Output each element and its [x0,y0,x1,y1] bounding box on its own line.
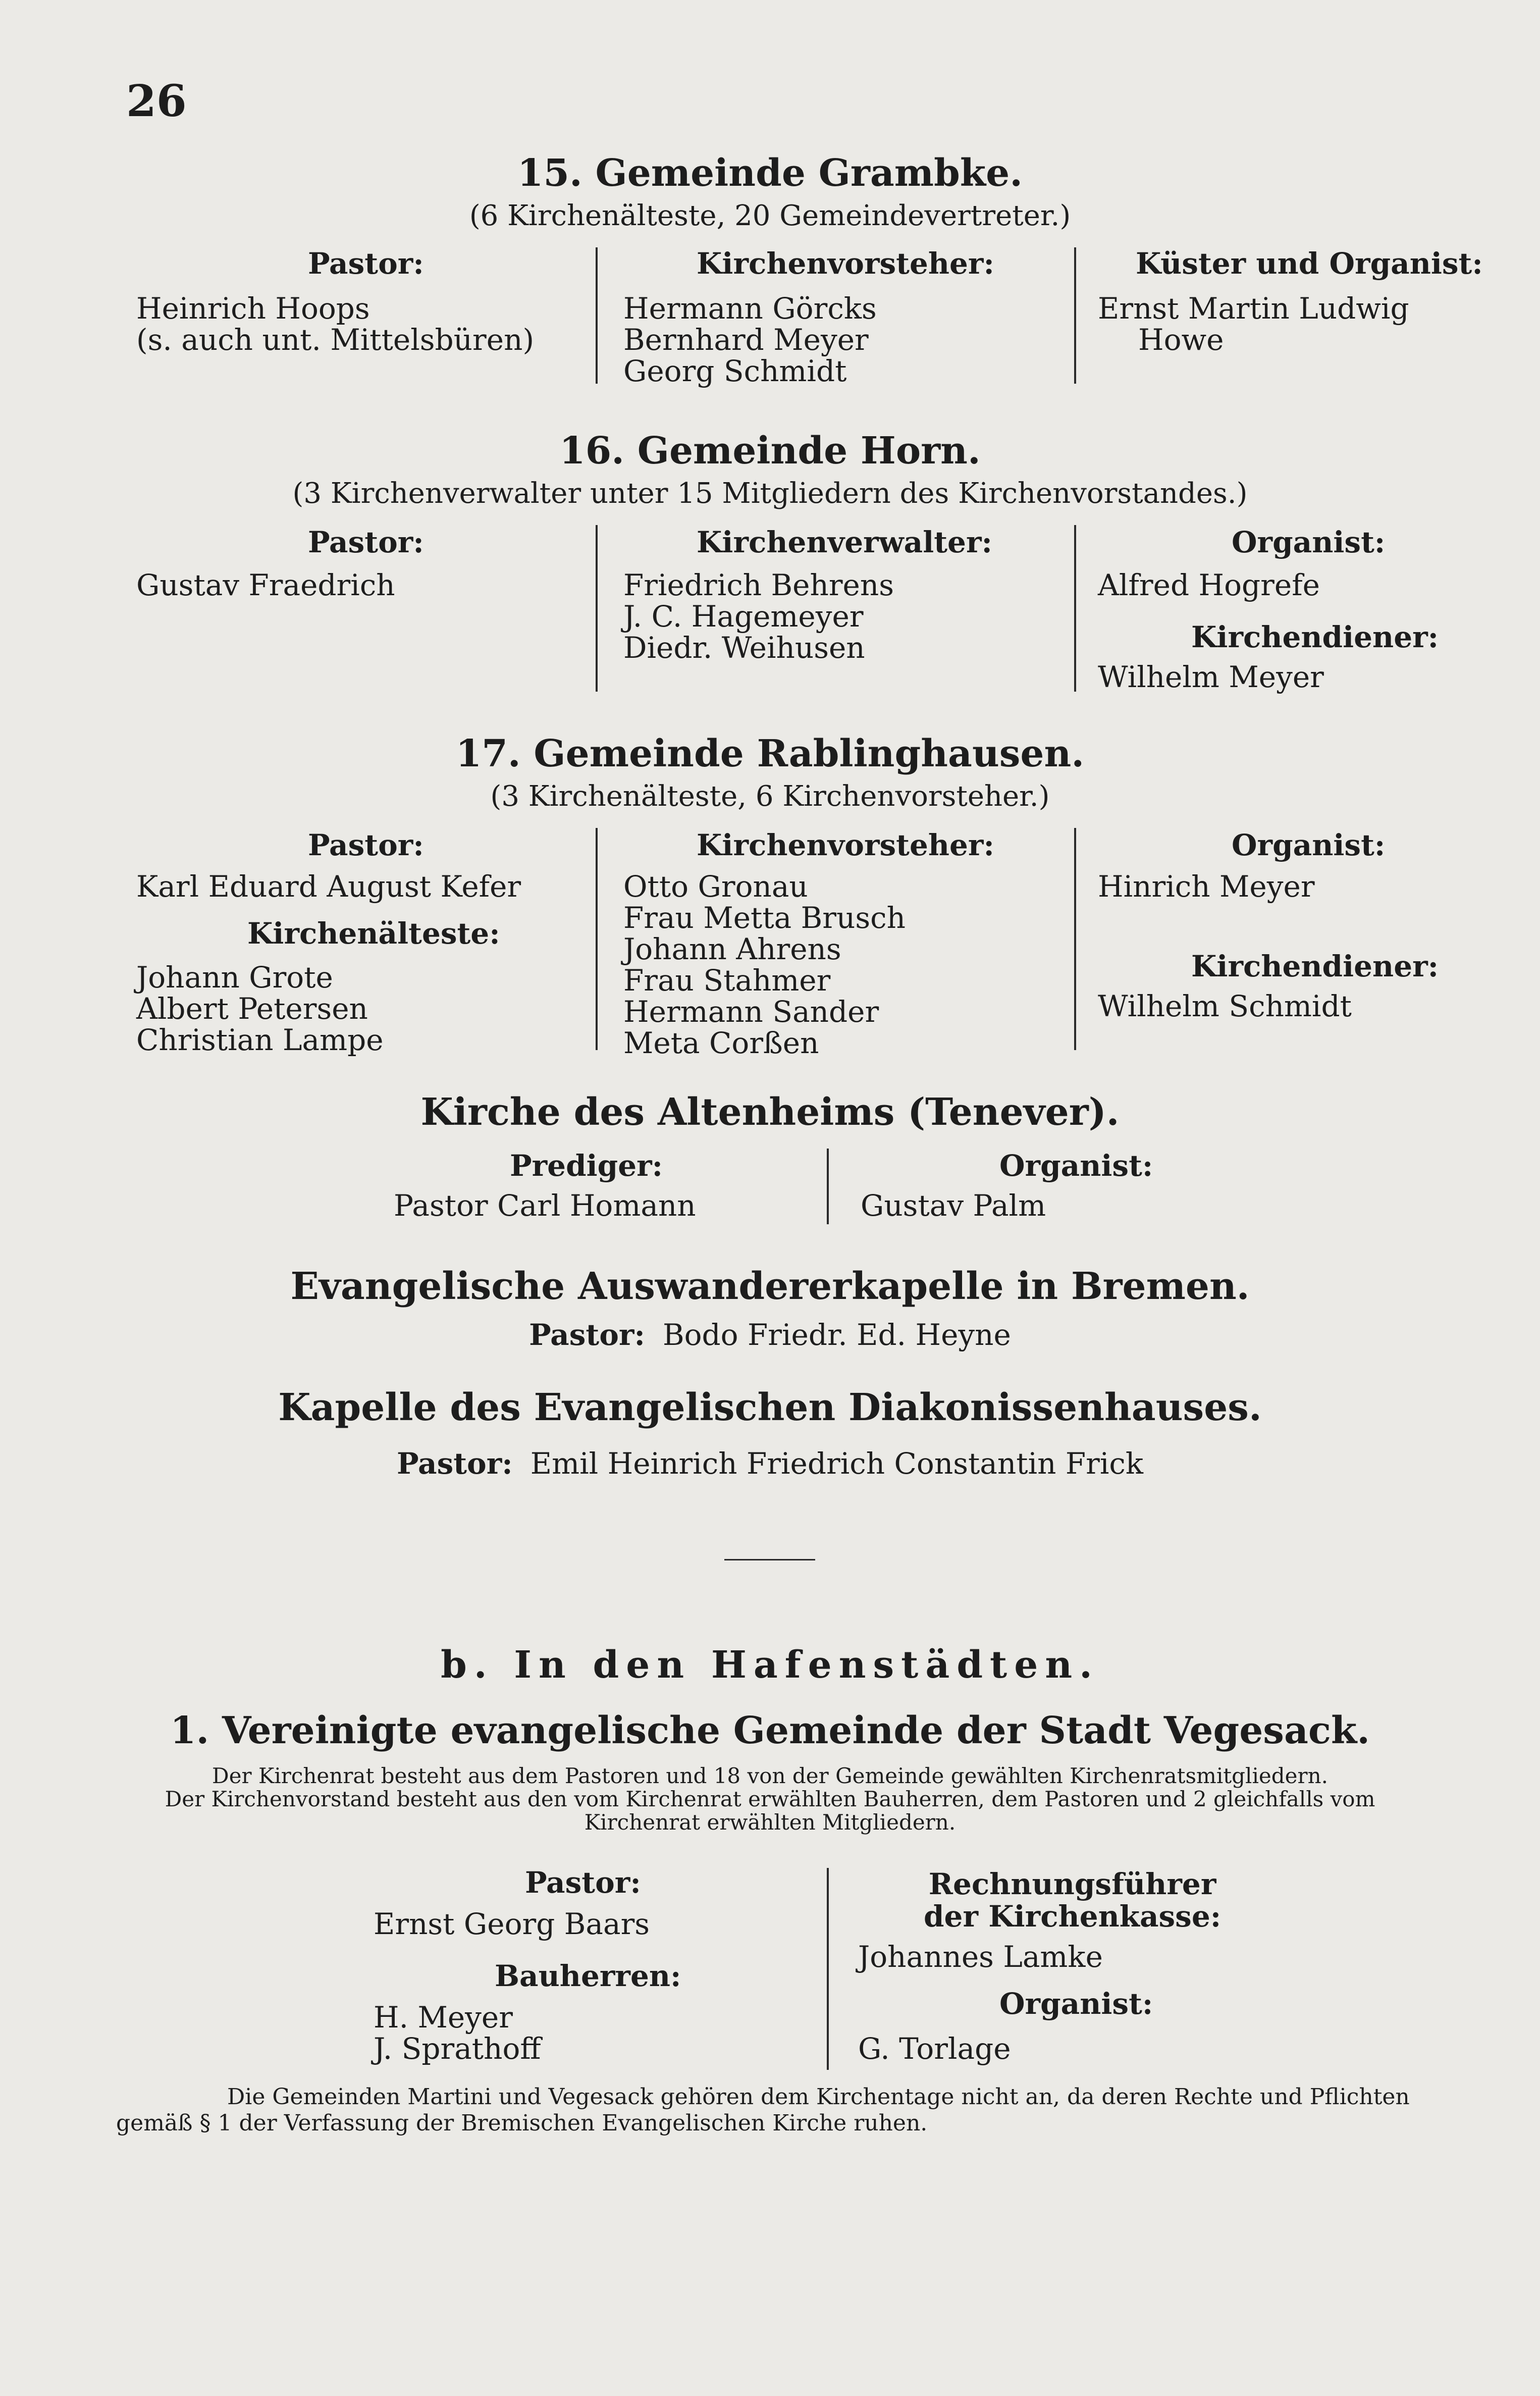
grambke-kv-line: Bernhard Meyer [623,323,869,357]
column-divider [596,247,598,384]
horn-kvw-line: Diedr. Weihusen [623,631,865,665]
diakonissen-pastor-label: Pastor: [396,1446,513,1481]
vegesack-pastor-label: Pastor: [525,1865,641,1900]
column-divider [827,1868,829,2070]
rabling-pastor-line: Karl Eduard August Kefer [136,869,521,904]
footnote [116,2084,1410,2137]
footnote-line: Die Gemeinden Martini und Vegesack gehören dem Kirchentage nicht an, da deren Rechte und Pflichten [227,2084,1410,2110]
page-number: 26 [126,76,187,127]
vegesack-bauherren-label: Bauherren: [495,1959,681,1993]
grambke-pastor-line: Heinrich Hoops [136,291,370,326]
vegesack-rf: Johannes Lamke [858,1940,1103,1974]
altenheim-prediger-label: Prediger: [510,1149,663,1183]
rabling-kv-line: Meta Corßen [623,1026,819,1060]
vegesack-title: 1. Vereinigte evangelische Gemeinde der Stadt Vegesack. [170,1709,1370,1752]
rabling-organist-label: Organist: [1232,828,1386,862]
altenheim-organist-label: Organist: [999,1149,1153,1183]
grambke-pastor-list [136,293,534,355]
section-16-subtitle: (3 Kirchenverwalter unter 15 Mitgliedern des Kirchenvorstandes.) [292,477,1248,510]
grambke-kv-line: Georg Schmidt [623,354,847,388]
rabling-ka-list [136,962,384,1056]
column-divider [827,1149,829,1224]
vegesack-organist: G. Torlage [858,2032,1011,2066]
altenheim-organist: Gustav Palm [861,1188,1046,1223]
section-16-title: 16. Gemeinde Horn. [559,429,981,473]
horn-organist-label: Organist: [1232,525,1386,559]
rabling-organist-line: Hinrich Meyer [1098,869,1315,904]
grambke-pastor-label: Pastor: [308,246,424,281]
column-divider [1074,247,1076,384]
section-17-subtitle: (3 Kirchenälteste, 6 Kirchenvorsteher.) [490,780,1050,813]
column-divider [596,828,598,1050]
rabling-diener-list [1098,991,1352,1022]
auswanderer-pastor-label: Pastor: [529,1318,645,1352]
horn-kvw-line: J. C. Hagemeyer [623,599,864,634]
vegesack-bauherr-line: H. Meyer [374,2000,513,2035]
horn-diener-list [1098,661,1324,693]
vegesack-bauherr-line: J. Sprathoff [374,2032,541,2066]
vegesack-note-line: Der Kirchenvorstand besteht aus den vom Kirchenrat erwählten Bauherren, dem Pastoren und 2 gleichfalls vom [165,1787,1375,1811]
horn-kvw-line: Friedrich Behrens [623,568,894,602]
column-divider [596,525,598,692]
vegesack-pastor: Ernst Georg Baars [374,1907,650,1941]
rabling-kv-label: Kirchenvorsteher: [697,828,994,862]
rabling-pastor-label: Pastor: [308,828,424,862]
column-divider [1074,525,1076,692]
horn-organist-line: Alfred Hogrefe [1098,568,1320,602]
rabling-kv-line: Frau Stahmer [623,963,831,998]
vegesack-rf-label-line: der Kirchenkasse: [924,1899,1222,1934]
grambke-kv-line: Hermann Görcks [623,291,877,326]
vegesack-rf-label-line: Rechnungsführer [928,1867,1216,1901]
rabling-kv-line: Frau Metta Brusch [623,901,906,935]
diakonissen-pastor-row [0,1446,1540,1481]
auswanderer-pastor: Bodo Friedr. Ed. Heyne [662,1318,1011,1352]
section-17-title: 17. Gemeinde Rablinghausen. [455,732,1085,775]
section-divider [724,1559,815,1560]
grambke-kv-list [623,293,877,387]
vegesack-note-line: Der Kirchenrat besteht aus dem Pastoren und 18 von der Gemeinde gewählten Kirchenratsmitgliedern. [212,1763,1328,1788]
vegesack-rf-label [924,1868,1221,1933]
section-15-title: 15. Gemeinde Grambke. [517,151,1023,195]
rabling-diener-line: Wilhelm Schmidt [1098,989,1352,1023]
hafen-title: b. In den Hafenstädten. [441,1643,1099,1687]
horn-pastor-label: Pastor: [308,525,424,559]
grambke-ko-line: Ernst Martin Ludwig [1098,291,1409,326]
horn-kvw-label: Kirchenverwalter: [697,525,992,559]
grambke-pastor-line: (s. auch unt. Mittelsbüren) [136,323,535,357]
rabling-kv-line: Hermann Sander [623,995,879,1029]
diakonissen-title: Kapelle des Evangelischen Diakonissenhauses. [278,1386,1262,1429]
vegesack-note [0,1764,1540,1834]
vegesack-bauherren-list [374,2002,541,2064]
grambke-ko-line: Howe [1138,323,1224,357]
rabling-kv-line: Otto Gronau [623,869,808,904]
rabling-kv-line: Johann Ahrens [623,932,841,966]
rabling-organist-list [1098,871,1315,902]
footnote-line: gemäß § 1 der Verfassung der Bremischen Evangelischen Kirche ruhen. [116,2110,928,2136]
rabling-pastor-list [136,871,521,902]
section-15-subtitle: (6 Kirchenälteste, 20 Gemeindevertreter.) [469,199,1071,232]
horn-diener-line: Wilhelm Meyer [1098,660,1324,694]
rabling-ka-line: Christian Lampe [136,1023,384,1057]
vegesack-note-line: Kirchenrat erwählten Mitgliedern. [584,1810,956,1835]
auswanderer-pastor-row [0,1318,1540,1352]
horn-pastor-line: Gustav Fraedrich [136,568,395,602]
horn-kvw-list [623,569,894,663]
grambke-ko-label: Küster und Organist: [1136,246,1483,281]
rabling-diener-label: Kirchendiener: [1191,949,1439,983]
auswanderer-title: Evangelische Auswandererkapelle in Bremen. [290,1265,1250,1308]
rabling-kv-list [623,871,906,1059]
grambke-kv-label: Kirchenvorsteher: [697,246,994,281]
altenheim-title: Kirche des Altenheims (Tenever). [420,1090,1120,1134]
diakonissen-pastor: Emil Heinrich Friedrich Constantin Frick [530,1446,1144,1481]
rabling-ka-label: Kirchenälteste: [247,916,500,951]
horn-organist-list [1098,569,1320,601]
vegesack-organist-label: Organist: [999,1987,1153,2021]
rabling-ka-line: Albert Petersen [136,992,368,1026]
horn-diener-label: Kirchendiener: [1191,620,1439,654]
column-divider [1074,828,1076,1050]
altenheim-prediger: Pastor Carl Homann [394,1188,696,1223]
rabling-ka-line: Johann Grote [136,960,333,995]
horn-pastor-list [136,569,395,601]
grambke-ko-list [1098,293,1409,355]
